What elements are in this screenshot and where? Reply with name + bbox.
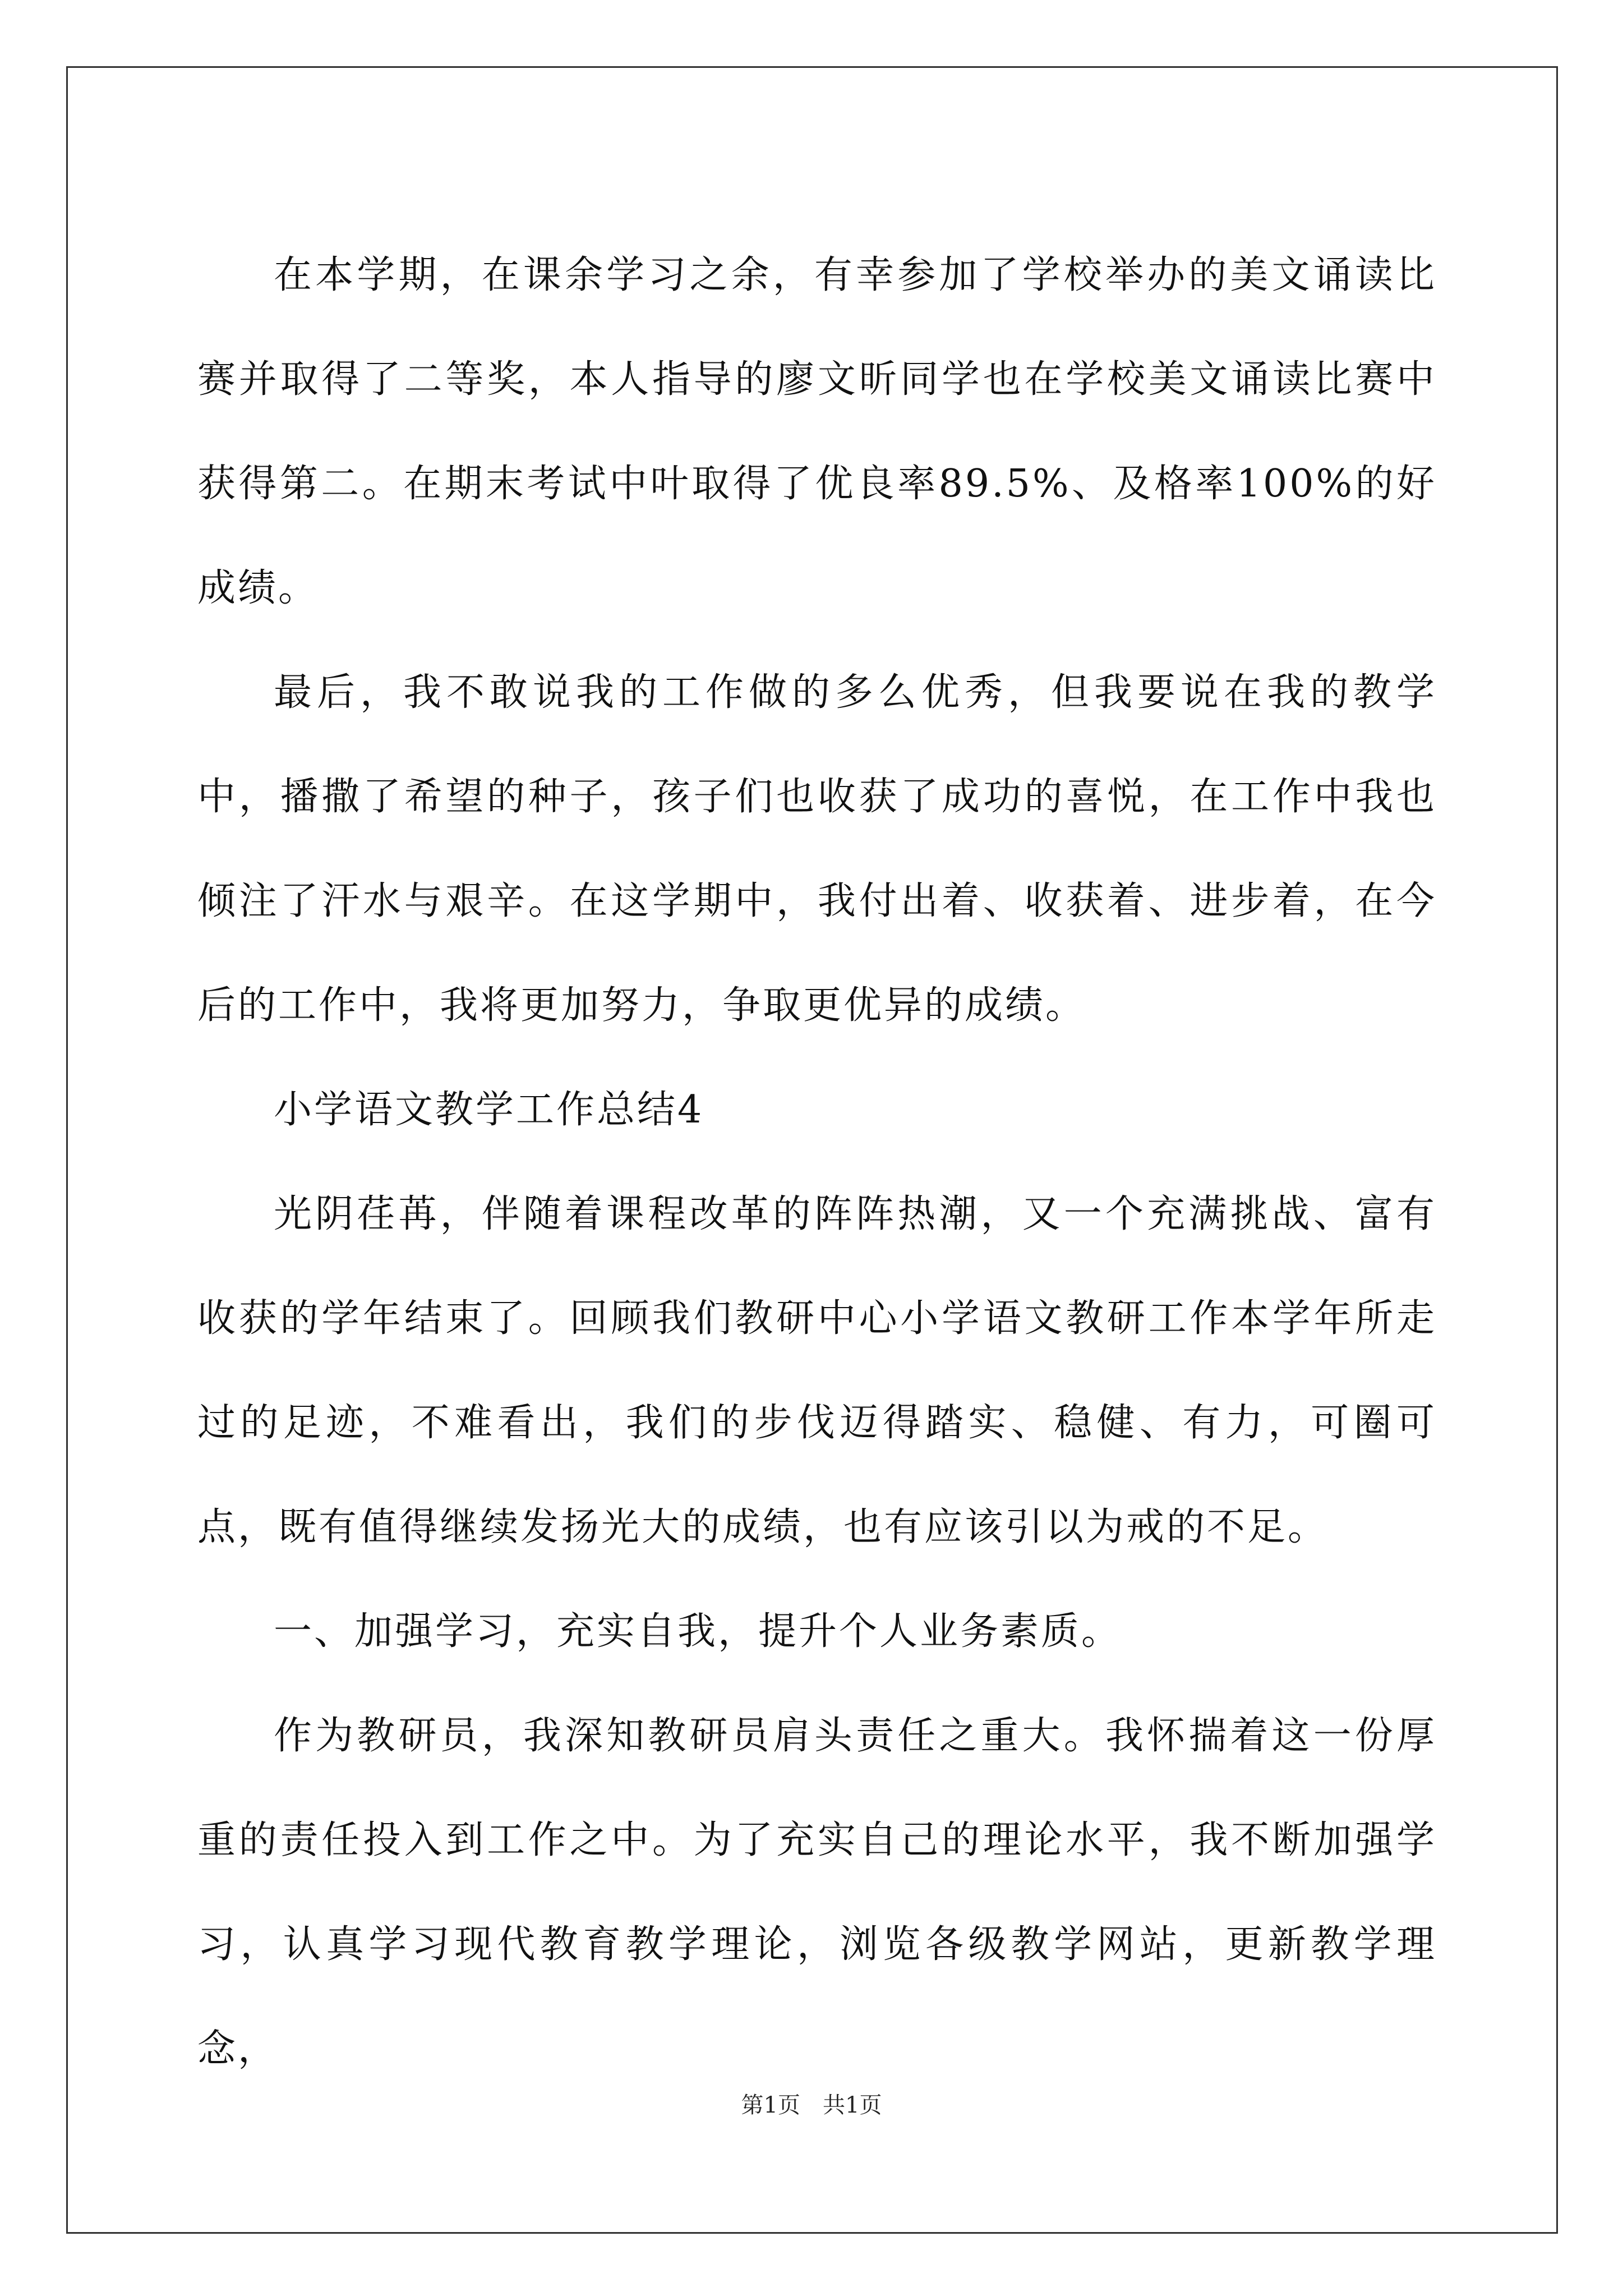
section-heading: 小学语文教学工作总结4 (274, 1088, 704, 1132)
paragraph-intro: 光阴荏苒，伴随着课程改革的阵阵热潮，又一个充满挑战、富有收获的学年结束了。回顾我们教研中心小学语文教研工作本学年所走过的足迹，不难看出，我们的步伐迈得踏实、稳健、有力，可圈可点，既有值得继续发扬光大的成绩，也有应该引以为戒的不足。 (197, 1192, 1437, 1549)
document-body (197, 223, 1437, 2101)
subheading-study: 一、加强学习，充实自我，提升个人业务素质。 (274, 1609, 1122, 1654)
page-total: 共1页 (823, 2092, 882, 2118)
page-number: 第1页 (741, 2092, 800, 2118)
page-footer (0, 2092, 1623, 2119)
paragraph-award: 在本学期，在课余学习之余，有幸参加了学校举办的美文诵读比赛并取得了二等奖，本人指导的廖文昕同学也在学校美文诵读比赛中获得第二。在期末考试中叶取得了优良率89.5%、及格率100%的好成绩。 (197, 253, 1437, 610)
paragraph-study: 作为教研员，我深知教研员肩头责任之重大。我怀揣着这一份厚重的责任投入到工作之中。为了充实自己的理论水平，我不断加强学习，认真学习现代教育教学理论，浏览各级教学网站，更新教学理念， (197, 1714, 1437, 2071)
paragraph-conclusion: 最后，我不敢说我的工作做的多么优秀，但我要说在我的教学中，播撒了希望的种子，孩子们也收获了成功的喜悦，在工作中我也倾注了汗水与艰辛。在这学期中，我付出着、收获着、进步着，在今后的工作中，我将更加努力，争取更优异的成绩。 (197, 670, 1437, 1028)
